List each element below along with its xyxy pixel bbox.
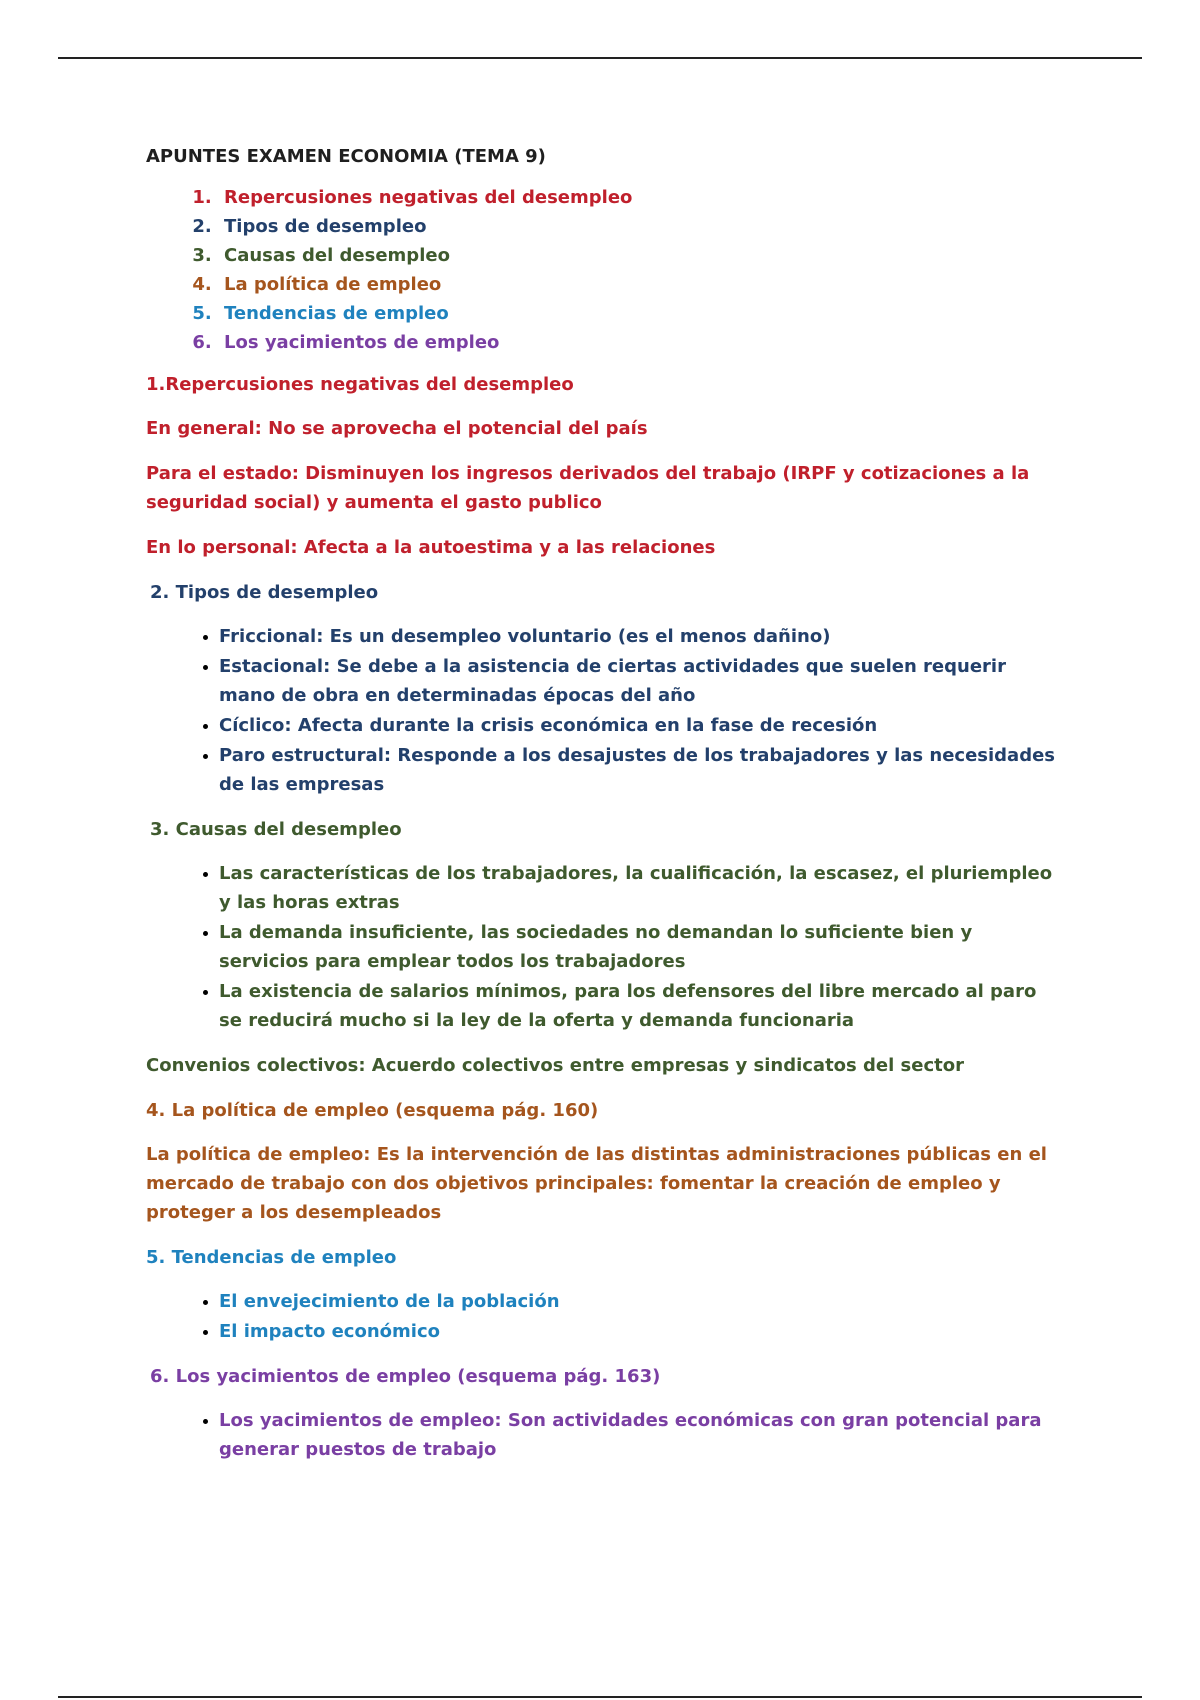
- document-body: [146, 142, 1056, 1480]
- section-1-paragraph: En lo personal: Afecta a la autoestima y a las relaciones: [146, 537, 716, 558]
- list-item: • Las características de los trabajadores, la cualificación, la escasez, el pluriempleo y las horas extras: [219, 859, 1056, 917]
- section-6-heading: 6. Los yacimientos de empleo (esquema pág. 163): [150, 1366, 661, 1387]
- section-4-heading: 4. La política de empleo (esquema pág. 160): [146, 1100, 599, 1121]
- toc-item-2: 2. Tipos de desempleo: [218, 212, 1056, 241]
- document-title: APUNTES EXAMEN ECONOMIA (TEMA 9): [146, 146, 546, 167]
- section-2-list: [146, 622, 1056, 799]
- section-6-list: [146, 1406, 1056, 1464]
- list-item: • La existencia de salarios mínimos, para los defensores del libre mercado al paro se reducirá mucho si la ley de la oferta y demanda funcionaria: [219, 977, 1056, 1035]
- list-item: • Los yacimientos de empleo: Son actividades económicas con gran potencial para generar puestos de trabajo: [219, 1406, 1056, 1464]
- section-1-paragraph: En general: No se aprovecha el potencial del país: [146, 418, 648, 439]
- section-5-list: [146, 1287, 1056, 1346]
- section-3-list: [146, 859, 1056, 1035]
- list-item: • El impacto económico: [219, 1317, 1056, 1346]
- section-3-note: Convenios colectivos: Acuerdo colectivos entre empresas y sindicatos del sector: [146, 1055, 964, 1076]
- list-item: • Paro estructural: Responde a los desajustes de los trabajadores y las necesidades de las empresas: [219, 741, 1056, 799]
- section-4-paragraph: La política de empleo: Es la intervención de las distintas administraciones públicas en el mercado de trabajo con dos objetivos principales: fomentar la creación de empleo y proteger a los desempleados: [146, 1144, 1047, 1223]
- section-2-heading: 2. Tipos de desempleo: [150, 582, 379, 603]
- section-3-heading: 3. Causas del desempleo: [150, 819, 402, 840]
- section-1-paragraph: Para el estado: Disminuyen los ingresos derivados del trabajo (IRPF y cotizaciones a la seguridad social) y aumenta el gasto publico: [146, 463, 1030, 513]
- top-rule: [58, 57, 1142, 59]
- toc-item-6: 6. Los yacimientos de empleo: [218, 328, 1056, 357]
- section-5-heading: 5. Tendencias de empleo: [146, 1247, 397, 1268]
- list-item: • La demanda insuficiente, las sociedades no demandan lo suficiente bien y servicios para emplear todos los trabajadores: [219, 918, 1056, 976]
- bottom-rule: [58, 1696, 1142, 1698]
- toc-item-5: 5. Tendencias de empleo: [218, 299, 1056, 328]
- table-of-contents: [146, 183, 1056, 357]
- toc-item-4: 4. La política de empleo: [218, 270, 1056, 299]
- section-1-heading: 1.Repercusiones negativas del desempleo: [146, 374, 574, 395]
- list-item: • Cíclico: Afecta durante la crisis económica en la fase de recesión: [219, 711, 1056, 740]
- list-item: • Estacional: Se debe a la asistencia de ciertas actividades que suelen requerir mano de obra en determinadas épocas del año: [219, 652, 1056, 710]
- toc-item-3: 3. Causas del desempleo: [218, 241, 1056, 270]
- list-item: • Friccional: Es un desempleo voluntario (es el menos dañino): [219, 622, 1056, 651]
- toc-item-1: 1. Repercusiones negativas del desempleo: [218, 183, 1056, 212]
- list-item: • El envejecimiento de la población: [219, 1287, 1056, 1316]
